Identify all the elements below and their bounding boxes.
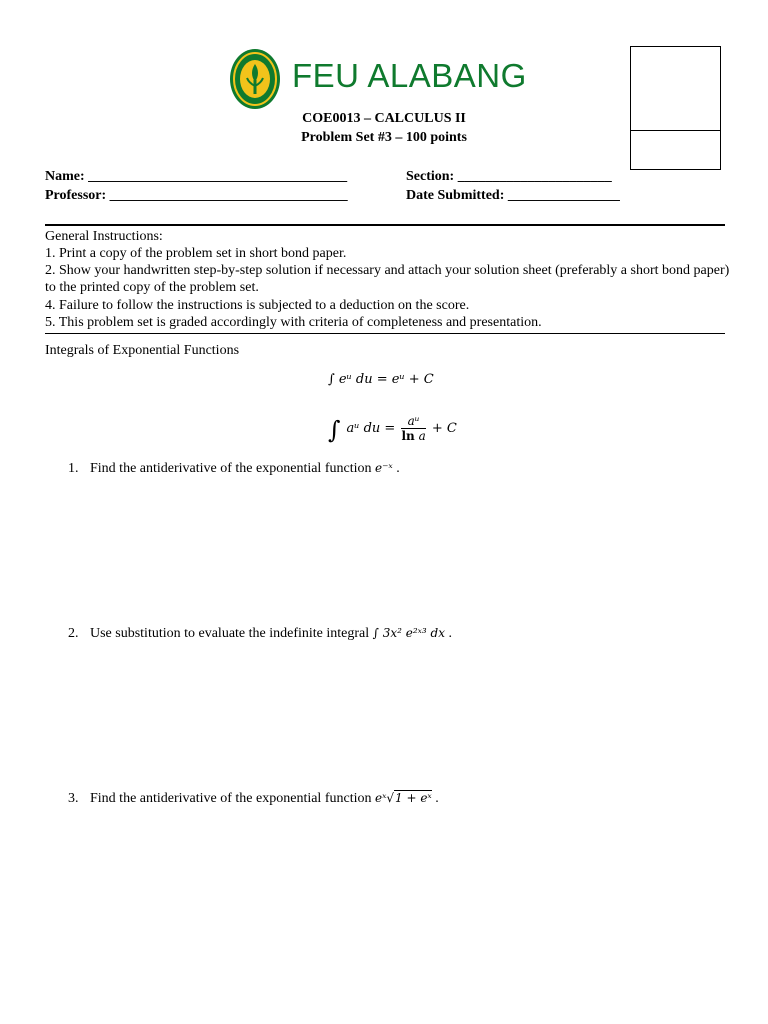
- question-2-text: [90, 626, 452, 642]
- fraction-denominator: [401, 429, 425, 443]
- question-3-math-prefix: eˣ√: [374, 791, 394, 805]
- question-1-period: .: [396, 461, 400, 476]
- question-1-math: e⁻ˣ: [374, 461, 393, 475]
- section-title: Integrals of Exponential Functions: [45, 343, 240, 358]
- instructions-heading: General Instructions:: [45, 229, 163, 244]
- question-2-period: .: [448, 626, 452, 641]
- question-2-math: ∫ 3x² e²ˣ³ dx: [372, 626, 445, 640]
- feu-alabang-logo: [229, 48, 281, 110]
- formula-exp-e: ∫ eᵘ du = eᵘ + C: [328, 372, 434, 387]
- formula-left: aᵘ du =: [346, 421, 396, 436]
- top-divider: [45, 224, 725, 226]
- question-3-math: [375, 790, 432, 805]
- name-field: Name: _____________________________________: [45, 169, 348, 184]
- problem-set-title: Problem Set #3 – 100 points: [301, 130, 467, 145]
- brand-name: FEU ALABANG: [292, 57, 527, 94]
- question-2-number: 2.: [68, 626, 79, 641]
- question-1-text: [90, 461, 400, 477]
- course-title: COE0013 – CALCULUS II: [302, 111, 466, 126]
- instruction-line: to the printed copy of the problem set.: [45, 280, 259, 295]
- question-3-prompt: Find the antiderivative of the exponential function: [90, 791, 372, 806]
- formula-right: + C: [431, 421, 457, 436]
- question-3-radicand: 1 + eˣ: [395, 791, 432, 805]
- question-3-text: [90, 791, 439, 807]
- question-2-prompt: Use substitution to evaluate the indefinite integral: [90, 626, 370, 641]
- question-1-number: 1.: [68, 461, 79, 476]
- professor-field: Professor: __________________________________: [45, 188, 348, 203]
- ln-symbol: ln: [401, 429, 415, 443]
- integral-sign: ∫: [328, 416, 341, 444]
- instruction-line: 2. Show your handwritten step-by-step solution if necessary and attach your solution sheet (preferably a short bond paper): [45, 263, 730, 278]
- fraction-numerator: aᵘ: [401, 414, 425, 429]
- instruction-line: 5. This problem set is graded accordingly with criteria of completeness and presentation.: [45, 315, 542, 330]
- formula-exp-a: [328, 414, 457, 444]
- instruction-line: 4. Failure to follow the instructions is subjected to a deduction on the score.: [45, 298, 470, 313]
- fraction: [401, 414, 425, 443]
- denominator-a: a: [418, 429, 426, 443]
- score-box: [630, 46, 721, 170]
- bottom-divider: [45, 333, 725, 334]
- instruction-line: 1. Print a copy of the problem set in short bond paper.: [45, 246, 347, 261]
- date-submitted-field: Date Submitted: ________________: [406, 188, 620, 203]
- section-field: Section: ______________________: [406, 169, 612, 184]
- question-3-number: 3.: [68, 791, 79, 806]
- question-1-prompt: Find the antiderivative of the exponential function: [90, 461, 372, 476]
- question-3-period: .: [435, 791, 439, 806]
